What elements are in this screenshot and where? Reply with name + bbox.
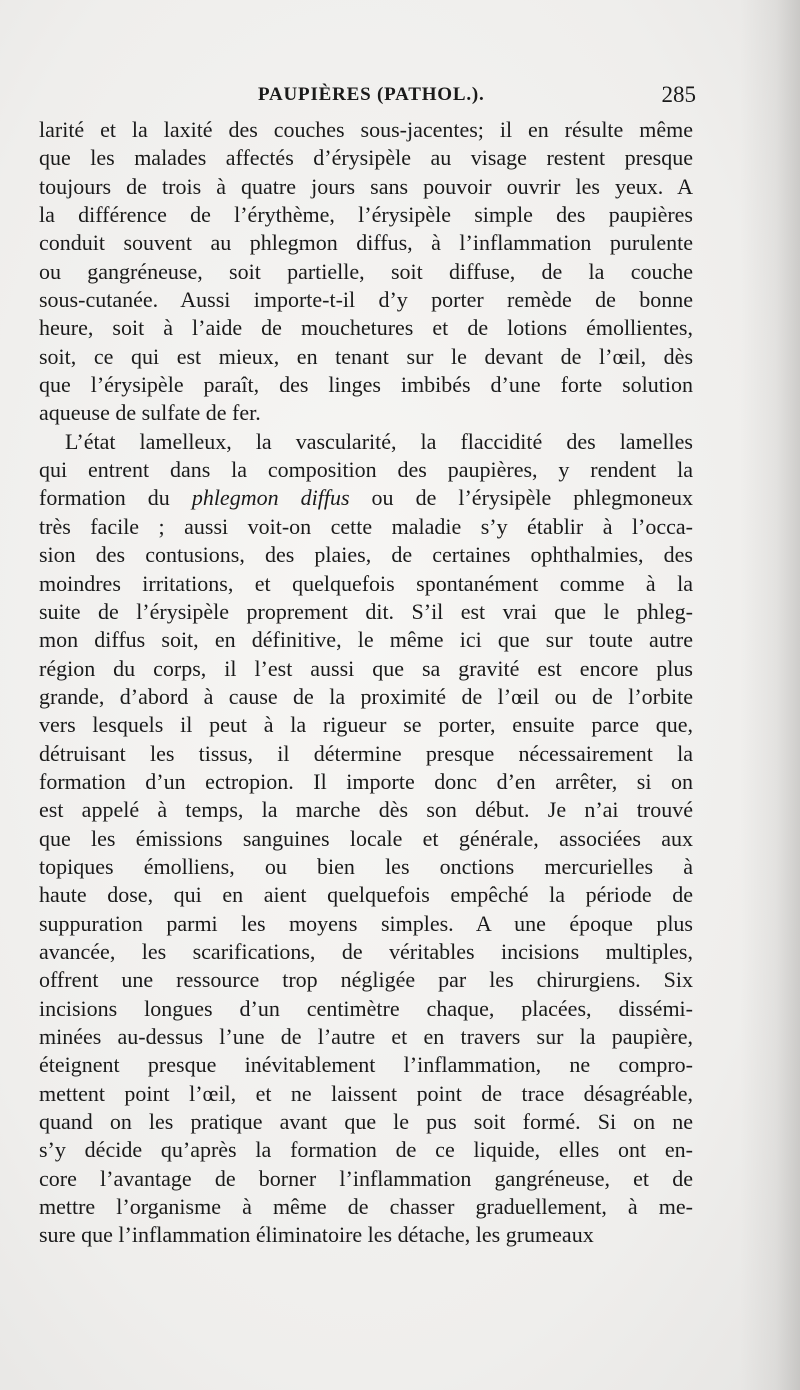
text-line: incisions longues d’un centimètre chaque, placées, dissémi-: [39, 995, 693, 1021]
text-line: très facile ; aussi voit-on cette maladie s’y établir à l’occa-: [39, 513, 693, 539]
text-line: core l’avantage de borner l’inflammation gangréneuse, et de: [39, 1165, 693, 1191]
text-line: L’état lamelleux, la vascularité, la flaccidité des lamelles: [65, 428, 693, 454]
text-line: est appelé à temps, la marche dès son début. Je n’ai trouvé: [39, 797, 693, 823]
text-line: mettre l’organisme à même de chasser graduellement, à me-: [39, 1194, 693, 1220]
text-line: ou gangréneuse, soit partielle, soit diffuse, de la couche: [39, 258, 693, 284]
text-line: [39, 484, 693, 512]
text-line: topiques émolliens, ou bien les onctions mercurielles à: [39, 853, 693, 879]
text-run: ou de l’érysipèle phlegmoneux: [349, 485, 693, 511]
paragraph-2: [39, 428, 693, 1250]
text-line: que l’érysipèle paraît, des linges imbibés d’une forte solution: [39, 372, 693, 398]
text-line: éteignent presque inévitablement l’inflammation, ne compro-: [39, 1052, 693, 1078]
text-line: grande, d’abord à cause de la proximité de l’œil ou de l’orbite: [39, 683, 693, 709]
text-line: haute dose, qui en aient quelquefois empêché la période de: [39, 882, 693, 908]
page-header: [40, 82, 696, 114]
running-title: PAUPIÈRES (PATHOL.).: [258, 84, 485, 105]
text-line: mettent point l’œil, et ne laissent point de trace désagréable,: [39, 1080, 693, 1106]
text-line: larité et la laxité des couches sous-jacentes; il en résulte même: [39, 117, 693, 142]
text-line: vers lesquels il peut à la rigueur se porter, ensuite parce que,: [39, 712, 693, 738]
text-line: minées au-dessus l’une de l’autre et en travers sur la paupière,: [39, 1024, 693, 1049]
text-line: aqueuse de sulfate de fer.: [39, 400, 261, 426]
text-line: conduit souvent au phlegmon diffus, à l’inflammation purulente: [39, 230, 693, 256]
text-line: la différence de l’érythème, l’érysipèle simple des paupières: [39, 202, 693, 228]
text-line: mon diffus soit, en définitive, le même ici que sur toute autre: [39, 627, 693, 653]
body-text: [39, 116, 693, 1250]
text-line: qui entrent dans la composition des paupières, y rendent la: [39, 457, 693, 483]
text-line: toujours de trois à quatre jours sans pouvoir ouvrir les yeux. A: [39, 173, 693, 199]
text-line: sion des contusions, des plaies, de certaines ophthalmies, des: [39, 542, 693, 568]
italic-term: phlegmon diffus: [191, 485, 350, 511]
text-line: avancée, les scarifications, de véritables incisions multiples,: [39, 938, 693, 964]
text-line: moindres irritations, et quelquefois spontanément comme à la: [39, 570, 693, 596]
text-line: s’y décide qu’après la formation de ce liquide, elles ont en-: [39, 1137, 693, 1163]
text-line: que les malades affectés d’érysipèle au visage restent presque: [39, 145, 693, 171]
page-edge-shadow: [740, 0, 800, 1390]
text-line: offrent une ressource trop négligée par les chirurgiens. Six: [39, 967, 693, 993]
text-line: sure que l’inflammation éliminatoire les détache, les grumeaux: [39, 1222, 594, 1248]
text-line: région du corps, il l’est aussi que sa gravité est encore plus: [39, 655, 693, 681]
text-line: heure, soit à l’aide de mouchetures et de lotions émollientes,: [39, 315, 693, 341]
text-line: suppuration parmi les moyens simples. A une époque plus: [39, 910, 693, 936]
text-line: suite de l’érysipèle proprement dit. S’il est vrai que le phleg-: [39, 598, 693, 624]
text-line: que les émissions sanguines locale et générale, associées aux: [39, 825, 693, 851]
page-number: 285: [661, 82, 696, 107]
text-line: quand on les pratique avant que le pus soit formé. Si on ne: [39, 1109, 693, 1135]
paragraph-1: [39, 116, 693, 428]
text-line: formation d’un ectropion. Il importe donc d’en arrêter, si on: [39, 768, 693, 794]
text-line: soit, ce qui est mieux, en tenant sur le devant de l’œil, dès: [39, 343, 693, 369]
text-line: sous-cutanée. Aussi importe-t-il d’y porter remède de bonne: [39, 287, 693, 313]
text-run: formation du: [39, 485, 192, 511]
text-line: détruisant les tissus, il détermine presque nécessairement la: [39, 740, 693, 766]
